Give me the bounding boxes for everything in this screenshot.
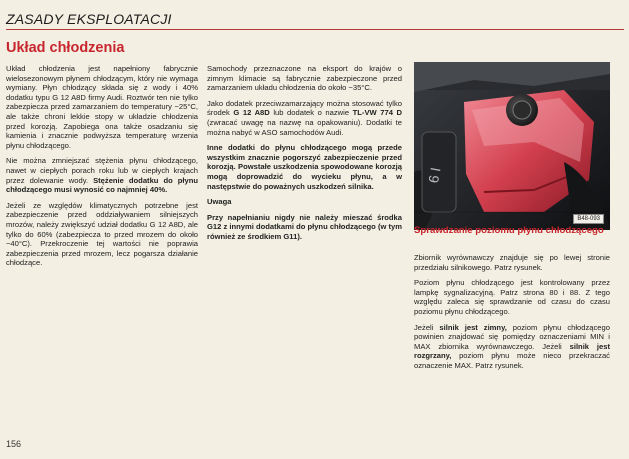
paragraph-text: Jeżeli [414, 322, 434, 332]
product-name: TL-VW 774 D [352, 108, 402, 118]
bold-warning-text: Stężenie dodatku do płynu chłodzącego musi wynosić co najmniej 40%. [6, 175, 198, 195]
note-heading: Uwaga [207, 197, 232, 207]
paragraph-text: (zwracać uwagę na nazwę na opakowaniu). Dodatki te można nabyć w ASO samochodów Audi. [207, 117, 402, 137]
paragraph-text: lub dodatek o nazwie [273, 108, 350, 118]
page-number: 156 [6, 439, 22, 449]
coolant-reservoir-photo [414, 62, 610, 230]
section-header [6, 6, 624, 30]
paragraph: Jeżeli ze względów klimatycznych potrzebne jest zabezpieczenie przed oddziaływaniem silniejszych mrozów, należy zwiększyć udział dodatku G 12 A8D, ale tylko do 60% (zabezpiecza to przed mrozem do około −40°C). Przekroczenie tej wartości nie poprawia zabezpieczenia przed mrozem, lecz pogarsza działanie chłodzące. [6, 200, 198, 268]
figure-code: B48-093 [573, 214, 604, 224]
paragraph [207, 99, 402, 137]
paragraph [414, 323, 610, 371]
paragraph: Zbiornik wyrównawczy znajduje się po lewej stronie przedziału silnikowego. Patrz rysunek. [414, 253, 610, 272]
text-column-right [414, 253, 610, 377]
paragraph-text: Nie można zmniejszać stężenia płynu chłodzącego, nawet w ciepłych porach roku lub w ciepłych krajach przez dolewanie wody. [6, 156, 198, 185]
figure-caption: Sprawdzanie poziomu płynu chłodzącego [414, 225, 604, 236]
engine-bay-illustration [414, 62, 610, 230]
product-name: G 12 A8D [233, 108, 270, 118]
paragraph-warning: Inne dodatki do płynu chłodzącego mogą przede wszystkim znacznie pogorszyć zabezpieczenie przed korozją. Powstałe uszkodzenia spowodowane korozją mogą doprowadzić do wycieku płynu, a w następstwie do poważnych uszkodzeń silnika. [207, 143, 402, 191]
paragraph: Układ chłodzenia jest napełniony fabrycznie wielosezonowym płynem chłodzącym, który nie wymaga wymiany. Płyn chłodzący składa się z wody i 40% dodatku typu G 12 A8D firmy Audi. Roztwór ten nie tylko zabezpiecza przed zamarzaniem do temperatury −25°C, ale także chroni lekkie stopy w układzie chłodzenia przed korozją. Zapobiega ona także osadzaniu się kamienia i znacznie podwyższa temperaturę wrzenia płynu chłodzącego. [6, 64, 198, 150]
page-title: Układ chłodzenia [6, 40, 125, 56]
paragraph [6, 156, 198, 194]
bold-condition: silnik jest zimny, [439, 322, 507, 332]
paragraph: Poziom płynu chłodzącego jest kontrolowany przez lampkę sygnalizacyjną. Patrz strona 80 i 88. Z tego względu zaleca się sprawdzanie od czasu do czasu poziomu płynu chłodzącego. [414, 278, 610, 316]
text-column-middle [207, 64, 402, 248]
section-header-text: ZASADY EKSPLOATACJI [6, 11, 172, 27]
paragraph: Samochody przeznaczone na eksport do krajów o zimnym klimacie są fabrycznie zabezpieczone przed zamarzaniem układu chłodzenia do około −35°C. [207, 64, 402, 93]
paragraph-note: Przy napełnianiu nigdy nie należy mieszać środka G12 z innymi dodatkami do płynu chłodzącego (w tym również ze środkiem G11). [207, 212, 402, 241]
svg-text:6 I: 6 I [425, 166, 444, 185]
paragraph-text: Jako dodatek przeciwzamarzający można stosować tylko środek [207, 98, 402, 118]
paragraph-text: poziom płynu chłodzącego powinien znajdować się pomiędzy oznaczeniami MIN i MAX zbiornika wyrównawczego. Jeżeli [414, 322, 610, 351]
text-column-left [6, 64, 198, 274]
bold-condition: silnik jest rozgrzany, [414, 341, 610, 361]
paragraph-text: poziom płynu może nieco przekraczać oznaczenie MAX. Patrz rysunek. [414, 351, 610, 370]
